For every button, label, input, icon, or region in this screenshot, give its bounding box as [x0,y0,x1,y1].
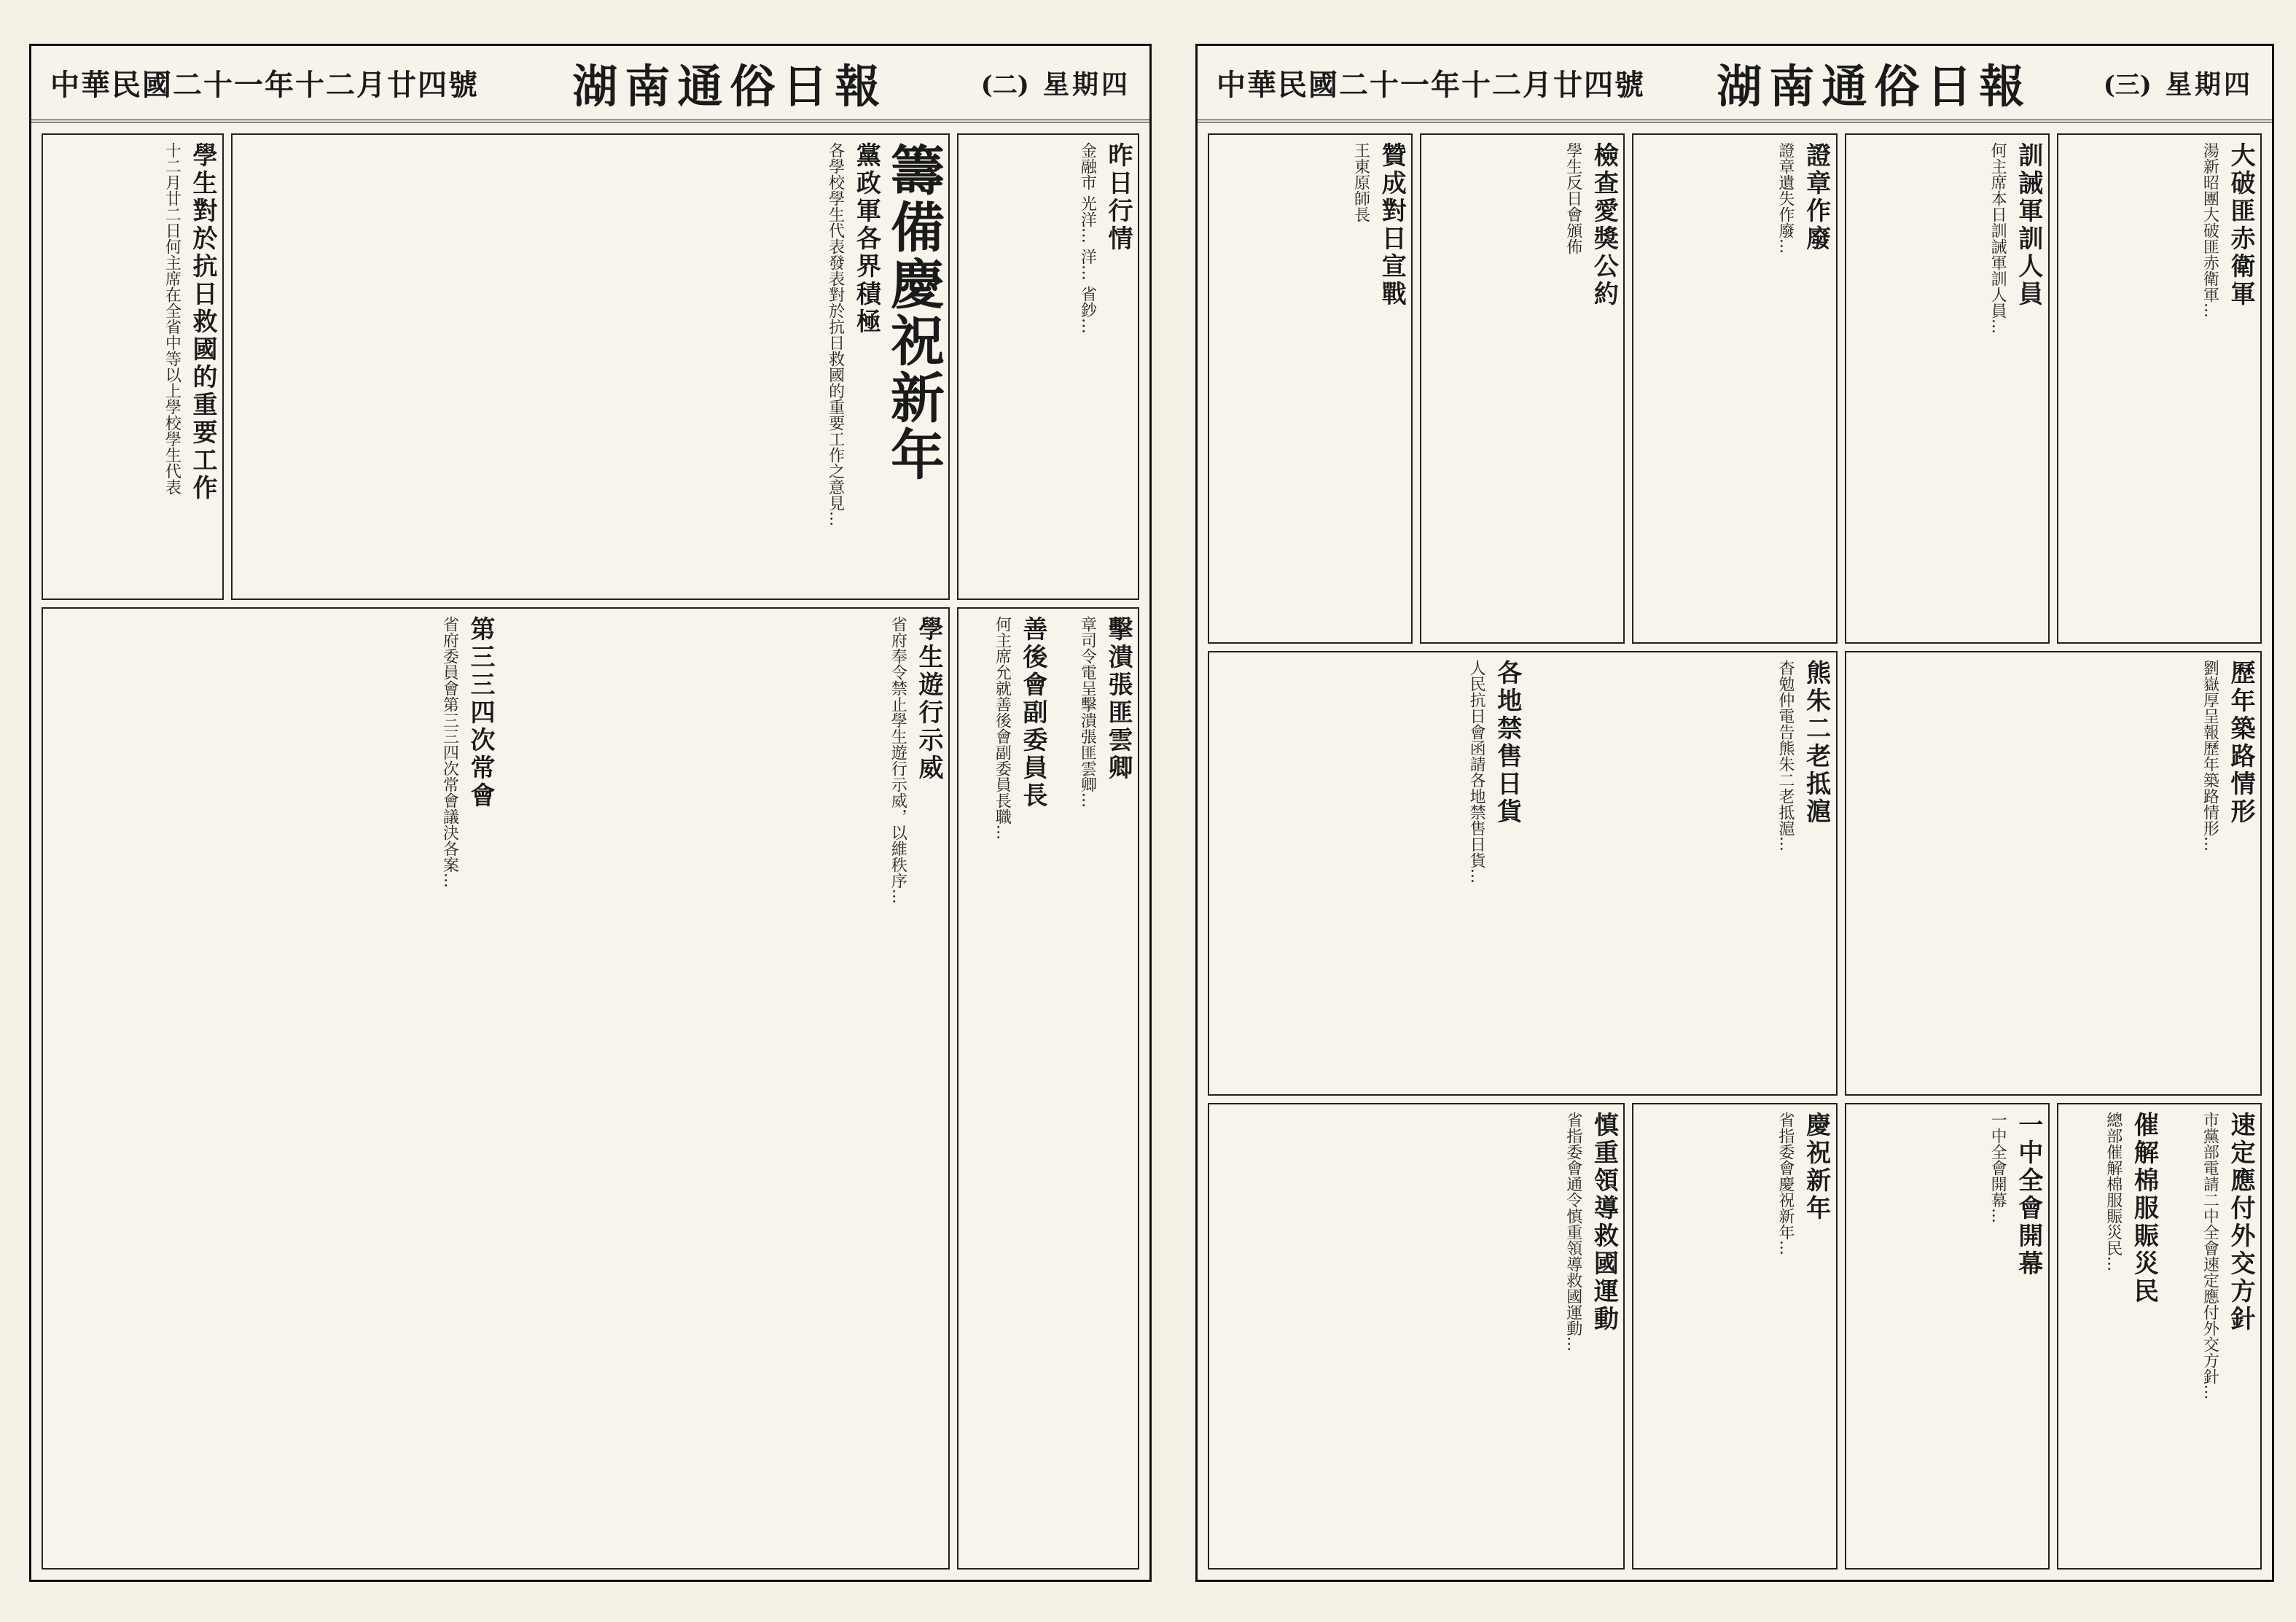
market-title: 昨日行情 [1104,142,1133,253]
right-bottom-left [1208,1103,1625,1570]
left-page-number: (二) [980,71,1029,100]
right-bottom-right-2 [2057,1103,2262,1570]
patriotic-title: 慎重領導救國運動 [1589,1112,1619,1333]
parade-title: 學生遊行示威 [914,616,943,782]
right-weekday: 星期四 [2165,69,2253,100]
anti-japan-byline: 王東原師長 [1351,142,1370,222]
right-masthead [1198,46,2272,122]
anti-japan-title: 贊成對日宣戰 [1377,142,1407,308]
right-bottom-right-1 [1845,1103,2050,1570]
training-text: 何主席本日訓誡軍訓人員... [1988,142,2007,334]
left-masthead [31,46,1149,122]
left-grid [42,133,1139,1570]
lost-seal-title: 證章作廢 [1801,142,1831,253]
right-col-5 [2057,133,2262,644]
praise-text: 章司令電呈擊潰張匪雲卿... [1078,616,1097,808]
right-col-3 [1632,133,1837,644]
newyear-text: 省指委會慶祝新年... [1776,1112,1795,1255]
right-bottom-middle [1632,1103,1837,1570]
patriotic-text: 省指委會通令慎重領導救國運動... [1563,1112,1582,1352]
diplomacy-text: 市黨部電請二中全會速定應付外交方針... [2201,1112,2219,1400]
right-grid [1208,133,2262,1570]
right-page-number: (三) [2103,71,2152,100]
right-col-1 [1208,133,1413,644]
left-top-right-column [42,133,224,600]
committee-text: 省府委員會第三三四次常會議決各案... [440,616,459,888]
right-col-4 [1845,133,2050,644]
student-duty-title: 學生對於抗日救國的重要工作 [188,142,217,502]
vice-chair-title: 善後會副委員長 [1018,616,1047,810]
relief-text: 總部催解棉服賑災民... [2104,1112,2123,1271]
victory-text: 湯新昭團大破匪赤衛軍... [2201,142,2219,318]
left-weekday: 星期四 [1042,69,1131,100]
right-date: 中華民國二十一年十二月廿四號 [1217,68,1645,102]
left-lower-side [957,607,1139,1570]
left-headline-text: 各學校學生代表發表對於抗日救國的重要工作之意見... [826,142,845,526]
bonds-title: 檢查愛獎公約 [1589,142,1619,308]
leaders-title: 熊朱二老抵滬 [1801,660,1831,826]
praise-title: 擊潰張匪雲卿 [1104,616,1133,782]
right-mid-right [1845,651,2262,1096]
right-paper-title: 湖南通俗日報 [1717,60,2032,113]
left-page [29,44,1152,1582]
market-text: 金融市 光洋… 洋… 省鈔… [1078,142,1097,334]
newyear-title: 慶祝新年 [1801,1112,1831,1223]
history-title: 歷年築路情形 [2226,660,2255,826]
history-text: 劉嶽厚呈報歷年築路情形... [2201,660,2219,851]
diplomacy-title: 速定應付外交方針 [2226,1112,2255,1333]
party-text: 一中全會開幕... [1988,1112,2007,1223]
parade-text: 省府奉令禁止學生遊行示威，以維秩序... [889,616,907,904]
vice-chair-text: 何主席允就善後會副委員長職... [993,616,1012,840]
student-duty-byline: 十二月廿二日何主席在全省中等以上學校學生代表 [163,142,181,495]
left-headline-block [231,133,950,600]
left-main-headline: 籌備慶祝新年 [882,142,945,483]
left-market-block [957,133,1139,600]
left-lower-main [42,607,950,1570]
lost-seal-text: 證章遺失作廢... [1776,142,1795,254]
party-title: 一中全會開幕 [2013,1112,2043,1278]
victory-title: 大破匪赤衛軍 [2226,142,2255,308]
training-title: 訓誡軍訓人員 [2013,142,2043,308]
left-date: 中華民國二十一年十二月廿四號 [50,68,479,102]
right-col-2 [1420,133,1625,644]
leaders-text: 杳勉仲電告熊朱二老抵滬... [1776,660,1795,851]
bonds-sub: 學生反日會頒佈 [1563,142,1582,254]
committee-title: 第三三四次常會 [466,616,495,810]
left-sub-headline: 黨政軍各界積極 [851,142,881,336]
resistance-title: 各地禁售日貨 [1492,660,1522,826]
right-page [1195,44,2274,1582]
resistance-text: 人民抗日會函請各地禁售日貨... [1467,660,1486,884]
left-paper-title: 湖南通俗日報 [572,60,888,113]
relief-title: 催解棉服賑災民 [2129,1112,2159,1306]
right-mid-left [1208,651,1838,1096]
